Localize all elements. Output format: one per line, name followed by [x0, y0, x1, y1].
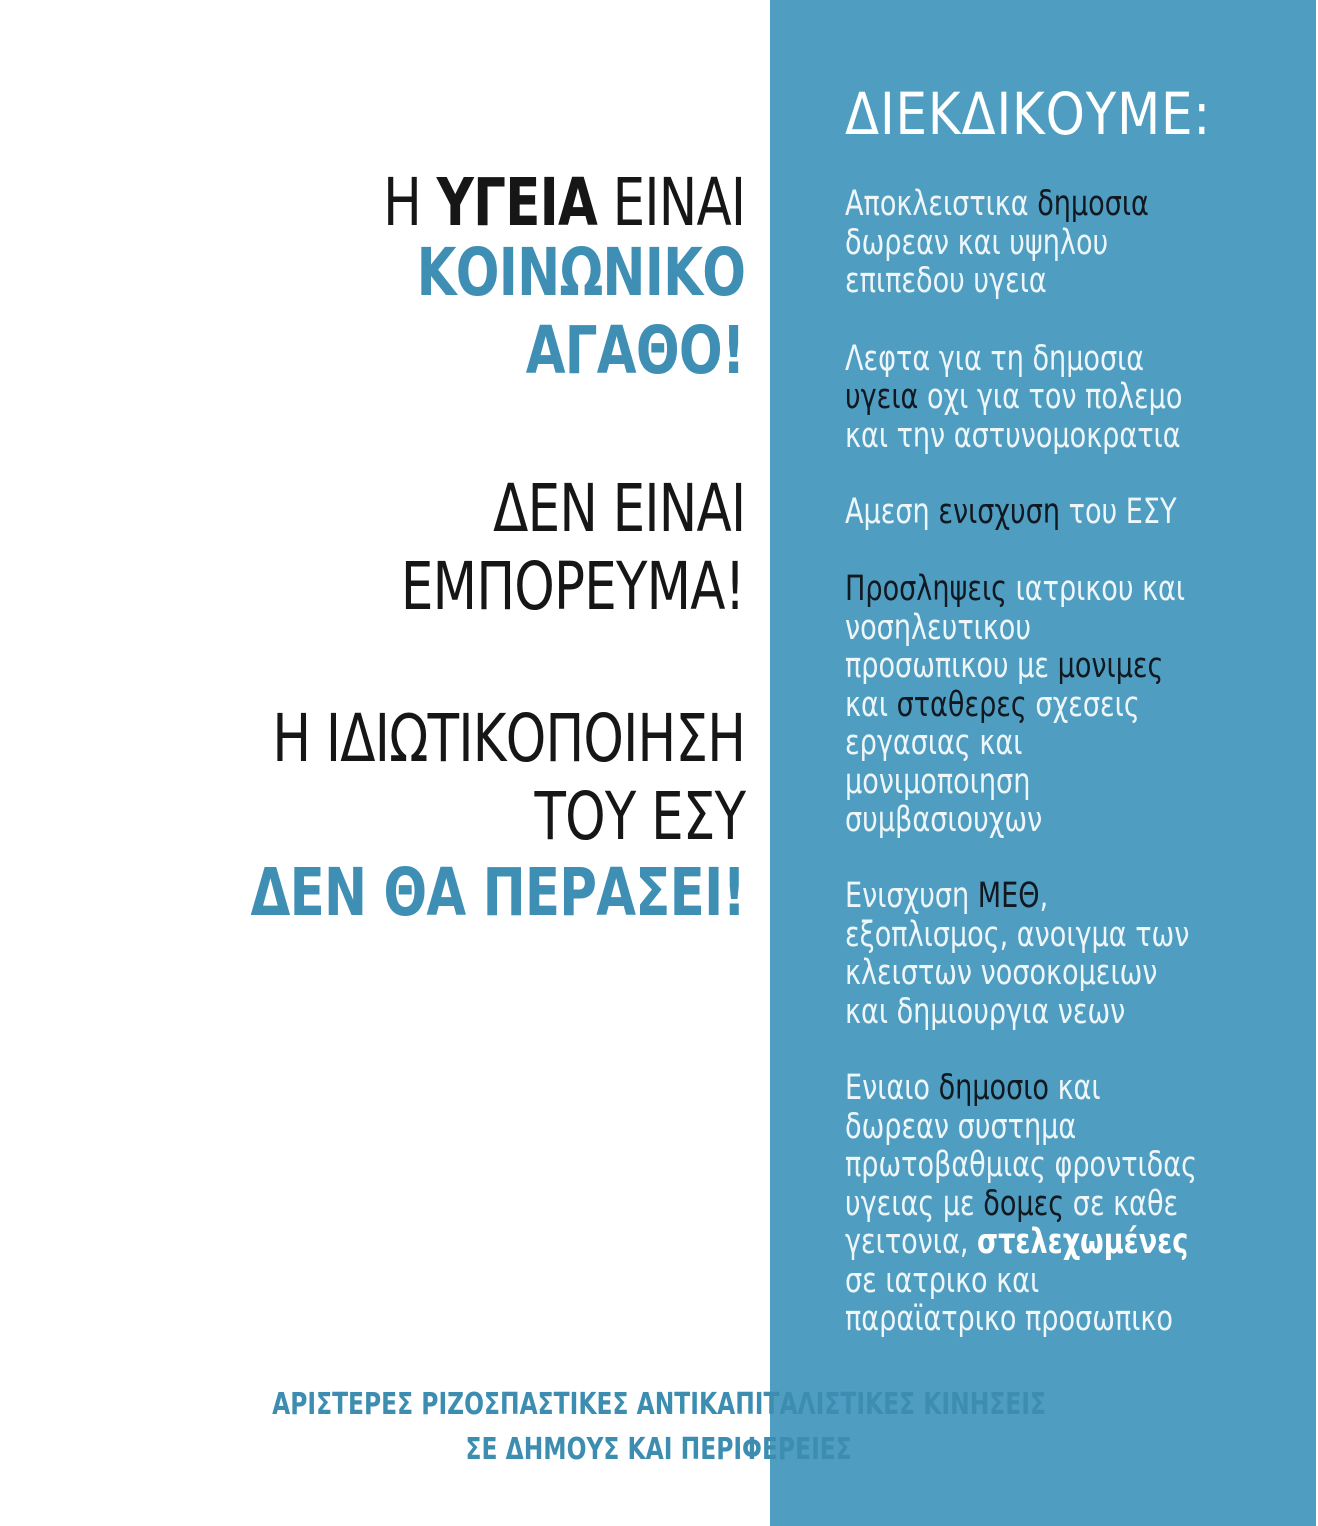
demand-2-line-1: Λεφτα για τη δημοσια	[845, 339, 1145, 379]
demand-1-line-3: επιπεδου υγεια	[845, 261, 1047, 301]
demands-heading: ΔΙΕΚΔΙΚΟΥΜΕ:	[845, 80, 1212, 148]
slogan-line-3: ΑΓΑΘΟ!	[526, 312, 745, 389]
demand-6-line-2: δωρεαν συστημα	[845, 1107, 1077, 1147]
slogan-line-6: Η ΙΔΙΩΤΙΚΟΠΟΙΗΣΗ	[272, 700, 745, 777]
demand-4-line-3: προσωπικου με μονιμες	[845, 646, 1164, 686]
slogan-line-7: ΤΟΥ ΕΣΥ	[534, 778, 745, 855]
demand-5-line-4: και δημιουργια νεων	[845, 992, 1126, 1032]
demand-5-line-1: Ενισχυση ΜΕΘ,	[845, 876, 1049, 916]
footer-line-1: ΑΡΙΣΤΕΡΕΣ ΡΙΖΟΣΠΑΣΤΙΚΕΣ ΑΝΤΙΚΑΠΙΤΑΛΙΣΤΙΚΕΣ ΚΙΝΗΣΕΙΣ	[272, 1387, 1046, 1422]
slogan-line-8: ΔΕΝ ΘΑ ΠΕΡΑΣΕΙ!	[250, 854, 745, 931]
demand-4-line-6: μονιμοποιηση	[845, 762, 1031, 802]
demand-4-line-2: νοσηλευτικου	[845, 608, 1032, 648]
slogan-line-1: Η ΥΓΕΙΑ ΕΙΝΑΙ	[382, 164, 745, 241]
demand-6-line-1: Ενιαιο δημοσιο και	[845, 1068, 1101, 1108]
demand-5-line-2: εξοπλισμος, ανοιγμα των	[845, 915, 1190, 955]
slogan-line-5: ΕΜΠΟΡΕΥΜΑ!	[401, 548, 745, 625]
demand-6-line-6: σε ιατρικο και	[845, 1261, 1040, 1301]
demand-2-line-3: και την αστυνομοκρατια	[845, 416, 1181, 456]
demand-4-line-1: Προσληψεις ιατρικου και	[845, 569, 1186, 609]
demand-1-line-2: δωρεαν και υψηλου	[845, 223, 1109, 263]
demand-4-line-5: εργασιας και	[845, 723, 1023, 763]
footer-line-2: ΣΕ ΔΗΜΟΥΣ ΚΑΙ ΠΕΡΙΦΕΡΕΙΕΣ	[465, 1432, 853, 1467]
slogan-line-2: ΚΟΙΝΩΝΙΚΟ	[416, 234, 745, 311]
demand-6-line-5: γειτονια, στελεχωμένες	[845, 1222, 1189, 1262]
demand-4-line-7: συμβασιουχων	[845, 800, 1043, 840]
demand-6-line-3: πρωτοβαθμιας φροντιδας	[845, 1145, 1197, 1185]
demand-1-line-1: Αποκλειστικα δημοσια	[845, 184, 1149, 224]
demand-4-line-4: και σταθερες σχεσεις	[845, 685, 1140, 725]
demand-6-line-7: παραϊατρικο προσωπικο	[845, 1299, 1173, 1339]
demand-6-line-4: υγειας με δομες σε καθε	[845, 1184, 1179, 1224]
health-word: ΥΓΕΙΑ	[436, 164, 597, 241]
demand-3: Αμεση ενισχυση του ΕΣΥ	[845, 492, 1177, 532]
demand-2-line-2: υγεια οχι για τον πολεμο	[845, 377, 1183, 417]
slogan-line-4: ΔΕΝ ΕΙΝΑΙ	[492, 470, 745, 547]
demand-5-line-3: κλειστων νοσοκομειων	[845, 953, 1158, 993]
